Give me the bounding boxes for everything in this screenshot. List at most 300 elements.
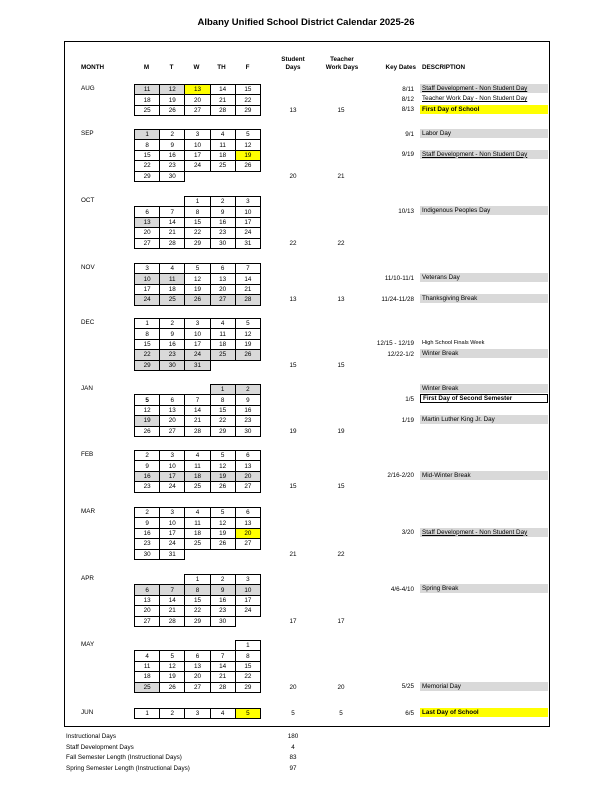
month-name: NOV xyxy=(81,264,95,271)
day-cell: 10 xyxy=(235,585,260,595)
header-f: F xyxy=(245,64,250,71)
event-description: High School Finals Week xyxy=(422,339,485,346)
day-cell: 20 xyxy=(235,471,260,481)
day-cell: 25 xyxy=(210,161,235,171)
week-row xyxy=(135,549,261,559)
event-description: Winter Break xyxy=(420,349,548,358)
day-cell: 30 xyxy=(235,426,260,436)
summary-value: 180 xyxy=(287,733,299,740)
day-cell: 16 xyxy=(210,595,235,605)
day-cell: 17 xyxy=(160,471,185,481)
day-cell: 26 xyxy=(135,426,160,436)
week-row xyxy=(135,595,261,605)
day-cell: 11 xyxy=(210,140,235,150)
day-cell: 12 xyxy=(185,274,210,284)
week-row xyxy=(135,528,261,538)
day-cell: 20 xyxy=(135,228,160,238)
day-cell: 18 xyxy=(160,284,185,294)
month-calendar-grid xyxy=(134,384,261,437)
event-description: Veterans Day xyxy=(420,273,548,282)
day-cell xyxy=(160,197,185,207)
day-cell: 15 xyxy=(235,85,260,95)
week-row xyxy=(135,416,261,426)
student-days-value: 22 xyxy=(289,239,297,247)
day-cell: 17 xyxy=(135,284,160,294)
student-days-value: 19 xyxy=(289,427,297,435)
day-cell: 12 xyxy=(160,85,185,95)
week-row xyxy=(135,385,261,395)
day-cell: 11 xyxy=(160,274,185,284)
day-cell: 29 xyxy=(185,238,210,248)
day-cell: 4 xyxy=(210,130,235,140)
day-cell: 23 xyxy=(210,606,235,616)
day-cell: 14 xyxy=(235,274,260,284)
day-cell: 29 xyxy=(210,426,235,436)
day-cell: 25 xyxy=(135,105,160,115)
key-date: 1/5 xyxy=(405,395,414,403)
week-row xyxy=(135,641,261,651)
event-description: Last Day of School xyxy=(420,708,548,717)
teacher-days-value: 22 xyxy=(337,550,345,558)
key-date: 12/22-1/2 xyxy=(387,350,414,358)
day-cell: 2 xyxy=(160,319,185,329)
day-cell: 9 xyxy=(135,461,160,471)
day-cell: 5 xyxy=(185,264,210,274)
day-cell: 26 xyxy=(160,682,185,692)
month-calendar-grid xyxy=(134,507,261,560)
day-cell xyxy=(185,385,210,395)
day-cell: 21 xyxy=(160,228,185,238)
event-description: Martin Luther King Jr. Day xyxy=(420,415,548,424)
day-cell: 31 xyxy=(185,360,210,370)
day-cell: 18 xyxy=(210,339,235,349)
month-calendar-grid xyxy=(134,263,261,306)
day-cell: 9 xyxy=(210,207,235,217)
header-m: M xyxy=(143,64,150,71)
day-cell: 21 xyxy=(185,416,210,426)
key-date: 11/10-11/1 xyxy=(384,274,414,282)
day-cell: 19 xyxy=(235,339,260,349)
day-cell xyxy=(160,575,185,585)
day-cell: 8 xyxy=(185,585,210,595)
week-row xyxy=(135,606,261,616)
week-row xyxy=(135,264,261,274)
day-cell xyxy=(210,171,235,181)
day-cell: 6 xyxy=(160,395,185,405)
header-t: T xyxy=(169,64,174,71)
day-cell: 7 xyxy=(160,207,185,217)
key-date: 4/6-4/10 xyxy=(390,585,414,593)
day-cell: 13 xyxy=(210,274,235,284)
week-row xyxy=(135,105,261,115)
day-cell: 2 xyxy=(135,508,160,518)
day-cell: 15 xyxy=(210,405,235,415)
day-cell: 14 xyxy=(210,85,235,95)
week-row xyxy=(135,207,261,217)
day-cell: 12 xyxy=(210,518,235,528)
day-cell: 27 xyxy=(135,238,160,248)
key-date: 10/13 xyxy=(398,207,414,215)
day-cell: 2 xyxy=(160,130,185,140)
day-cell: 30 xyxy=(160,360,185,370)
day-cell: 22 xyxy=(185,606,210,616)
week-row xyxy=(135,682,261,692)
day-cell: 15 xyxy=(235,661,260,671)
header-description: DESCRIPTION xyxy=(422,64,466,71)
day-cell xyxy=(235,171,260,181)
week-row xyxy=(135,197,261,207)
day-cell: 9 xyxy=(135,518,160,528)
header-th: TH xyxy=(217,64,226,71)
week-row xyxy=(135,350,261,360)
day-cell: 9 xyxy=(160,140,185,150)
day-cell: 17 xyxy=(185,339,210,349)
day-cell: 29 xyxy=(235,105,260,115)
day-cell: 27 xyxy=(185,682,210,692)
day-cell: 19 xyxy=(185,284,210,294)
event-description: First Day of Second Semester xyxy=(420,394,548,403)
day-cell: 9 xyxy=(160,329,185,339)
day-cell: 23 xyxy=(135,539,160,549)
day-cell: 16 xyxy=(160,339,185,349)
key-date: 2/16-2/20 xyxy=(387,472,414,480)
day-cell: 29 xyxy=(235,682,260,692)
week-row xyxy=(135,426,261,436)
day-cell: 27 xyxy=(185,105,210,115)
day-cell xyxy=(135,575,160,585)
day-cell: 4 xyxy=(210,319,235,329)
key-date: 8/11 xyxy=(402,85,414,93)
day-cell: 5 xyxy=(235,709,260,719)
day-cell: 22 xyxy=(185,228,210,238)
day-cell: 31 xyxy=(160,549,185,559)
day-cell: 27 xyxy=(235,539,260,549)
student-days-value: 17 xyxy=(289,617,297,625)
day-cell: 4 xyxy=(135,651,160,661)
event-description: Winter Break xyxy=(420,384,548,393)
day-cell: 16 xyxy=(135,528,160,538)
day-cell: 11 xyxy=(135,661,160,671)
day-cell: 14 xyxy=(210,661,235,671)
day-cell: 9 xyxy=(235,395,260,405)
month-calendar-grid xyxy=(134,196,261,249)
week-row xyxy=(135,461,261,471)
day-cell: 16 xyxy=(135,471,160,481)
day-cell: 2 xyxy=(235,385,260,395)
key-date: 8/12 xyxy=(401,95,414,103)
day-cell: 20 xyxy=(235,528,260,538)
day-cell: 13 xyxy=(135,595,160,605)
event-description: Mid-Winter Break xyxy=(420,471,548,480)
day-cell xyxy=(135,641,160,651)
event-description: Staff Development - Non Student Day xyxy=(420,528,548,537)
day-cell: 13 xyxy=(135,217,160,227)
summary-value: 4 xyxy=(291,743,295,751)
day-cell: 3 xyxy=(235,197,260,207)
week-row xyxy=(135,405,261,415)
day-cell: 25 xyxy=(185,539,210,549)
event-description: Indigenous Peoples Day xyxy=(420,206,548,215)
day-cell: 10 xyxy=(160,518,185,528)
day-cell: 3 xyxy=(135,264,160,274)
day-cell: 8 xyxy=(135,329,160,339)
month-name: JUN xyxy=(81,709,94,716)
day-cell: 22 xyxy=(235,95,260,105)
header-key-dates: Key Dates xyxy=(385,64,416,71)
day-cell xyxy=(185,641,210,651)
event-description: Labor Day xyxy=(420,129,548,138)
week-row xyxy=(135,651,261,661)
week-row xyxy=(135,295,261,305)
header-month: MONTH xyxy=(81,64,105,71)
day-cell: 11 xyxy=(210,329,235,339)
day-cell: 30 xyxy=(210,616,235,626)
day-cell: 3 xyxy=(235,575,260,585)
key-date: 3/20 xyxy=(401,529,414,537)
month-name: OCT xyxy=(81,197,95,204)
day-cell: 12 xyxy=(160,661,185,671)
day-cell: 19 xyxy=(160,672,185,682)
day-cell: 20 xyxy=(135,606,160,616)
summary-label: Staff Development Days xyxy=(66,743,134,751)
day-cell: 23 xyxy=(160,161,185,171)
header-w: W xyxy=(193,64,200,71)
day-cell: 20 xyxy=(210,284,235,294)
day-cell: 21 xyxy=(160,606,185,616)
day-cell: 4 xyxy=(185,451,210,461)
day-cell: 7 xyxy=(185,395,210,405)
day-cell: 23 xyxy=(235,416,260,426)
day-cell: 10 xyxy=(160,461,185,471)
day-cell: 20 xyxy=(160,416,185,426)
day-cell: 30 xyxy=(210,238,235,248)
day-cell: 5 xyxy=(235,319,260,329)
day-cell: 18 xyxy=(135,95,160,105)
week-row xyxy=(135,238,261,248)
day-cell: 29 xyxy=(185,616,210,626)
week-row xyxy=(135,284,261,294)
teacher-days-value: 20 xyxy=(337,683,345,691)
day-cell: 3 xyxy=(185,130,210,140)
week-row xyxy=(135,319,261,329)
student-days-value: 21 xyxy=(289,550,297,558)
day-cell: 13 xyxy=(185,85,210,95)
day-cell: 8 xyxy=(235,651,260,661)
teacher-days-value: 13 xyxy=(337,296,345,304)
teacher-days-value: 22 xyxy=(337,239,345,247)
event-description: Memorial Day xyxy=(420,682,548,691)
day-cell: 26 xyxy=(235,161,260,171)
day-cell: 4 xyxy=(210,709,235,719)
day-cell: 5 xyxy=(210,451,235,461)
summary-value: 83 xyxy=(289,754,297,761)
summary-label: Spring Semester Length (Instructional Days) xyxy=(66,764,190,772)
teacher-days-value: 17 xyxy=(337,617,345,625)
week-row xyxy=(135,585,261,595)
week-row xyxy=(135,482,261,492)
summary-value: 97 xyxy=(289,764,297,772)
day-cell: 10 xyxy=(235,207,260,217)
day-cell xyxy=(135,197,160,207)
day-cell: 6 xyxy=(185,651,210,661)
day-cell: 23 xyxy=(160,350,185,360)
student-days-value: 13 xyxy=(289,296,297,304)
day-cell: 6 xyxy=(135,585,160,595)
day-cell: 28 xyxy=(210,682,235,692)
student-days-value: 20 xyxy=(289,172,297,180)
day-cell: 2 xyxy=(160,709,185,719)
day-cell: 23 xyxy=(135,482,160,492)
header-teacher-days: Teacher Work Days xyxy=(325,56,359,71)
week-row xyxy=(135,228,261,238)
day-cell: 2 xyxy=(135,451,160,461)
day-cell: 6 xyxy=(235,451,260,461)
student-days-value: 13 xyxy=(289,106,297,114)
month-name: APR xyxy=(81,575,94,582)
student-days-value: 5 xyxy=(291,710,295,717)
day-cell xyxy=(235,616,260,626)
day-cell: 12 xyxy=(210,461,235,471)
week-row xyxy=(135,274,261,284)
week-row xyxy=(135,329,261,339)
day-cell: 1 xyxy=(135,319,160,329)
day-cell: 1 xyxy=(235,641,260,651)
week-row xyxy=(135,130,261,140)
week-row xyxy=(135,217,261,227)
day-cell: 13 xyxy=(235,518,260,528)
day-cell: 17 xyxy=(235,217,260,227)
month-name: JAN xyxy=(81,385,93,392)
day-cell: 10 xyxy=(185,329,210,339)
day-cell: 3 xyxy=(185,709,210,719)
week-row xyxy=(135,360,261,370)
key-date: 11/24-11/28 xyxy=(381,295,414,303)
month-calendar-grid xyxy=(134,574,261,627)
week-row xyxy=(135,518,261,528)
day-cell: 19 xyxy=(135,416,160,426)
month-name: AUG xyxy=(81,85,95,92)
day-cell: 1 xyxy=(135,709,160,719)
day-cell: 12 xyxy=(135,405,160,415)
week-row xyxy=(135,85,261,95)
key-date: 9/1 xyxy=(405,130,414,138)
day-cell: 28 xyxy=(210,105,235,115)
day-cell: 8 xyxy=(185,207,210,217)
month-name: DEC xyxy=(81,319,95,326)
page-title: Albany Unified School District Calendar 2025-26 xyxy=(197,17,415,28)
day-cell: 26 xyxy=(235,350,260,360)
day-cell: 28 xyxy=(185,426,210,436)
day-cell: 18 xyxy=(135,672,160,682)
day-cell: 1 xyxy=(185,575,210,585)
week-row xyxy=(135,171,261,181)
day-cell: 22 xyxy=(210,416,235,426)
day-cell: 21 xyxy=(210,95,235,105)
week-row xyxy=(135,672,261,682)
teacher-days-value: 19 xyxy=(337,427,345,435)
day-cell: 5 xyxy=(160,651,185,661)
day-cell: 19 xyxy=(235,150,260,160)
day-cell: 25 xyxy=(185,482,210,492)
week-row xyxy=(135,661,261,671)
day-cell xyxy=(160,641,185,651)
day-cell: 4 xyxy=(160,264,185,274)
day-cell: 22 xyxy=(235,672,260,682)
day-cell: 15 xyxy=(135,339,160,349)
week-row xyxy=(135,339,261,349)
day-cell: 29 xyxy=(135,360,160,370)
week-row xyxy=(135,575,261,585)
student-days-value: 15 xyxy=(289,483,297,491)
week-row xyxy=(135,95,261,105)
week-row xyxy=(135,140,261,150)
day-cell: 11 xyxy=(135,85,160,95)
day-cell: 15 xyxy=(185,217,210,227)
key-date: 6/5 xyxy=(405,709,414,717)
day-cell: 11 xyxy=(185,461,210,471)
day-cell: 24 xyxy=(160,539,185,549)
day-cell xyxy=(135,385,160,395)
day-cell: 16 xyxy=(160,150,185,160)
day-cell: 21 xyxy=(235,284,260,294)
day-cell: 26 xyxy=(185,295,210,305)
day-cell: 30 xyxy=(160,171,185,181)
day-cell: 19 xyxy=(210,528,235,538)
event-description: Spring Break xyxy=(420,584,548,593)
day-cell: 17 xyxy=(185,150,210,160)
teacher-days-value: 21 xyxy=(337,172,345,180)
day-cell: 25 xyxy=(210,350,235,360)
day-cell: 13 xyxy=(185,661,210,671)
day-cell xyxy=(210,641,235,651)
day-cell: 18 xyxy=(185,528,210,538)
day-cell: 17 xyxy=(160,528,185,538)
day-cell: 22 xyxy=(135,161,160,171)
day-cell: 17 xyxy=(235,595,260,605)
day-cell: 27 xyxy=(135,616,160,626)
week-row xyxy=(135,508,261,518)
month-name: FEB xyxy=(81,451,94,458)
day-cell: 10 xyxy=(135,274,160,284)
day-cell: 2 xyxy=(210,197,235,207)
month-name: SEP xyxy=(81,130,94,137)
day-cell: 25 xyxy=(160,295,185,305)
day-cell: 20 xyxy=(185,672,210,682)
day-cell: 5 xyxy=(235,130,260,140)
week-row xyxy=(135,395,261,405)
event-description: Staff Development - Non Student Day xyxy=(420,150,548,159)
day-cell: 7 xyxy=(235,264,260,274)
day-cell: 28 xyxy=(160,616,185,626)
day-cell xyxy=(160,385,185,395)
day-cell xyxy=(185,171,210,181)
day-cell: 8 xyxy=(210,395,235,405)
day-cell: 9 xyxy=(210,585,235,595)
week-row xyxy=(135,451,261,461)
day-cell xyxy=(185,549,210,559)
day-cell: 18 xyxy=(210,150,235,160)
month-calendar-grid xyxy=(134,84,261,116)
day-cell: 1 xyxy=(210,385,235,395)
student-days-value: 20 xyxy=(289,683,297,691)
day-cell: 16 xyxy=(235,405,260,415)
day-cell: 14 xyxy=(185,405,210,415)
day-cell: 11 xyxy=(185,518,210,528)
day-cell: 25 xyxy=(135,682,160,692)
week-row xyxy=(135,161,261,171)
day-cell: 4 xyxy=(185,508,210,518)
day-cell: 23 xyxy=(210,228,235,238)
